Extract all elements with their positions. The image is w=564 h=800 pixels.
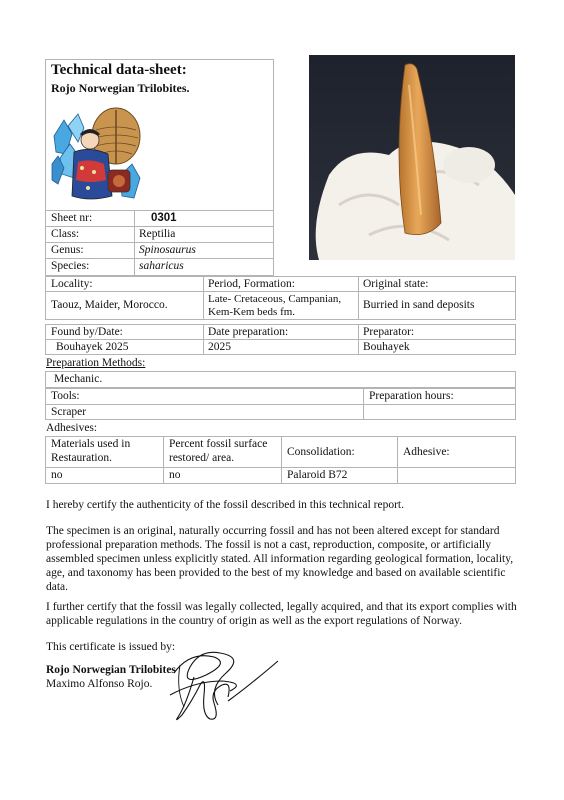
signer-name: Maximo Alfonso Rojo. xyxy=(46,678,153,690)
tools-value: Scraper xyxy=(51,406,87,418)
preparation-method-value: Mechanic. xyxy=(54,373,103,385)
certification-statement: I hereby certify the authenticity of the fossil described in this technical report. xyxy=(46,499,404,511)
species-value: saharicus xyxy=(139,260,184,272)
issued-by-line: This certificate is issued by: xyxy=(46,641,176,653)
adhesives-heading: Adhesives: xyxy=(46,422,98,434)
legality-paragraph: I further certify that the fossil was legally collected, legally acquired, and that its export complies with applicable regulations in the country of origin as well as the export regulations of Norway. xyxy=(46,601,517,627)
genus-label: Genus: xyxy=(51,244,84,256)
locality-label: Locality: xyxy=(51,278,93,290)
materials-label-line1: Materials used in xyxy=(51,438,131,450)
consolidation-value: Palaroid B72 xyxy=(287,469,348,481)
species-label: Species: xyxy=(51,260,90,272)
original-state-label: Original state: xyxy=(363,278,429,290)
genus-value: Spinosaurus xyxy=(139,244,196,256)
found-by-label: Found by/Date: xyxy=(51,326,123,338)
handwritten-signature xyxy=(160,645,290,725)
authenticity-paragraph: The specimen is an original, naturally occurring fossil and has not been altered except for standard professional preparation methods. The fossil is not a cast, reproduction, composite, or artificially assembled specimen unless explicitly stated. All information regarding geological formation, locality, age, and taxonomy has been provided to the best of my knowledge and based on available scientific data. xyxy=(46,525,514,593)
sheet-value: 0301 xyxy=(151,212,177,224)
document-title: Technical data-sheet: xyxy=(51,62,187,78)
percent-value: no xyxy=(169,469,181,481)
class-value: Reptilia xyxy=(139,228,176,240)
period-value-line1: Late- Cretaceous, Campanian, xyxy=(208,293,342,305)
percent-label-line1: Percent fossil surface xyxy=(169,438,268,450)
adhesive-label: Adhesive: xyxy=(403,446,450,458)
preparation-methods-heading: Preparation Methods: xyxy=(46,357,146,369)
locality-value: Taouz, Maider, Morocco. xyxy=(51,299,168,311)
tools-label: Tools: xyxy=(51,390,80,402)
preparation-method-box xyxy=(45,371,516,388)
document-subtitle: Rojo Norwegian Trilobites. xyxy=(51,81,190,95)
consolidation-label: Consolidation: xyxy=(287,446,355,458)
found-by-value: Bouhayek 2025 xyxy=(56,341,129,353)
period-value-line2: Kem-Kem beds fm. xyxy=(208,306,296,318)
original-state-value: Burried in sand deposits xyxy=(363,299,475,311)
period-label: Period, Formation: xyxy=(208,278,295,290)
trilobite-logo xyxy=(50,106,144,206)
preparation-hours-label: Preparation hours: xyxy=(369,390,454,402)
fossil-photo xyxy=(309,55,515,260)
percent-label-line2: restored/ area. xyxy=(169,452,235,464)
preparator-value: Bouhayek xyxy=(363,341,410,353)
signer-company: Rojo Norwegian Trilobites xyxy=(46,664,176,676)
date-preparation-value: 2025 xyxy=(208,341,231,353)
sheet-label: Sheet nr: xyxy=(51,212,93,224)
materials-label-line2: Restauration. xyxy=(51,452,112,464)
materials-value: no xyxy=(51,469,63,481)
date-preparation-label: Date preparation: xyxy=(208,326,289,338)
class-label: Class: xyxy=(51,228,80,240)
preparator-label: Preparator: xyxy=(363,326,415,338)
